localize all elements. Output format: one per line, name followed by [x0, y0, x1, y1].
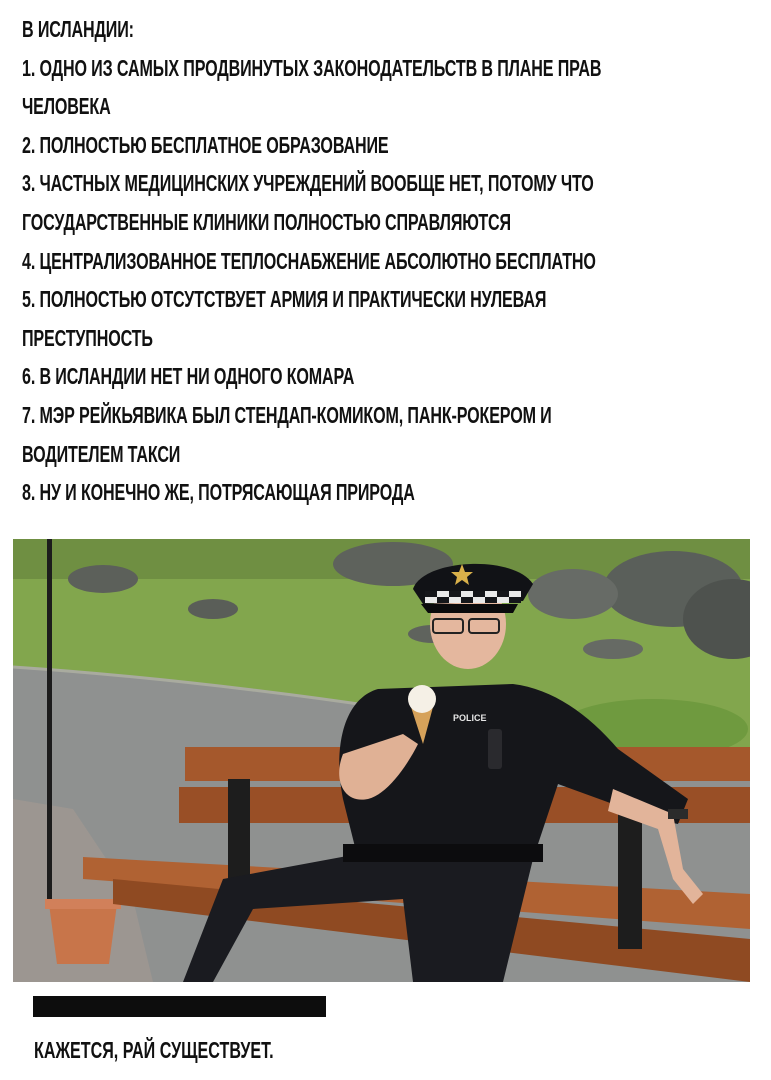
fact-line: 6. В ИСЛАНДИИ НЕТ НИ ОДНОГО КОМАРА: [22, 363, 355, 390]
fact-line: ВОДИТЕЛЕМ ТАКСИ: [22, 440, 181, 467]
fact-line: 2. ПОЛНОСТЬЮ БЕСПЛАТНОЕ ОБРАЗОВАНИЕ: [22, 131, 389, 158]
facts-list: [22, 10, 762, 512]
fact-line: 3. ЧАСТНЫХ МЕДИЦИНСКИХ УЧРЕЖДЕНИЙ ВООБЩЕ НЕТ, ПОТОМУ ЧТО: [22, 170, 594, 197]
fact-line: ЧЕЛОВЕКА: [22, 93, 111, 120]
facts-heading: В ИСЛАНДИИ:: [22, 16, 134, 42]
fact-line: 4. ЦЕНТРАЛИЗОВАННОЕ ТЕПЛОСНАБЖЕНИЕ АБСОЛЮТНО БЕСПЛАТНО: [22, 247, 596, 274]
fact-line: 5. ПОЛНОСТЬЮ ОТСУТСТВУЕТ АРМИЯ И ПРАКТИЧЕСКИ НУЛЕВАЯ: [22, 286, 547, 313]
fact-line: 1. ОДНО ИЗ САМЫХ ПРОДВИНУТЫХ ЗАКОНОДАТЕЛЬСТВ В ПЛАНЕ ПРАВ: [22, 54, 602, 81]
fact-line: 8. НУ И КОНЕЧНО ЖЕ, ПОТРЯСАЮЩАЯ ПРИРОДА: [22, 479, 415, 506]
fact-line: ГОСУДАРСТВЕННЫЕ КЛИНИКИ ПОЛНОСТЬЮ СПРАВЛЯЮТСЯ: [22, 208, 511, 235]
fact-line: ПРЕСТУПНОСТЬ: [22, 324, 153, 351]
redaction-bar: [33, 996, 326, 1017]
uniform-badge-text: POLICE: [453, 713, 487, 723]
caption-text: КАЖЕТСЯ, РАЙ СУЩЕСТВУЕТ.: [34, 1037, 274, 1063]
photo-illustration: [13, 539, 750, 982]
police-officer-photo: [13, 539, 750, 982]
fact-line: 7. МЭР РЕЙКЬЯВИКА БЫЛ СТЕНДАП-КОМИКОМ, ПАНК-РОКЕРОМ И: [22, 401, 552, 428]
